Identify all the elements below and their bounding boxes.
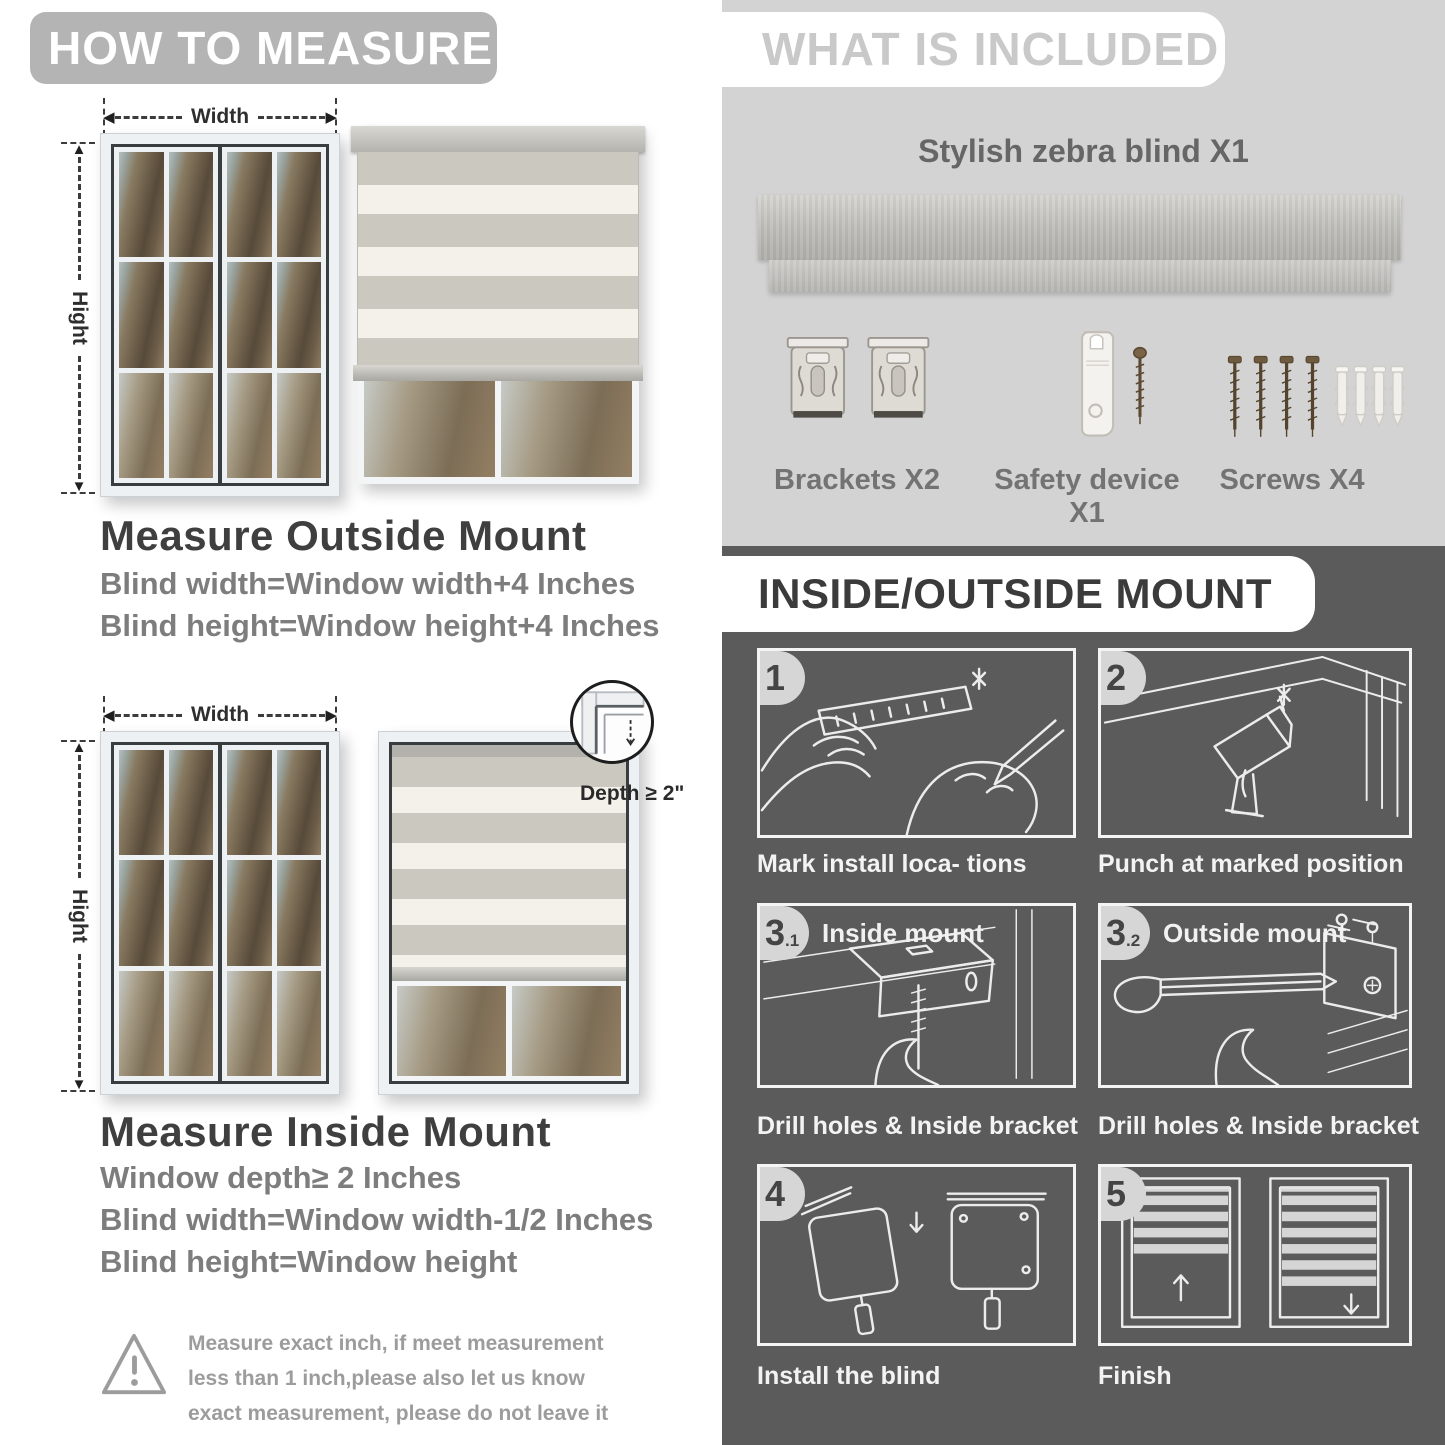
step-panel-mark-locations: [757, 648, 1076, 838]
arrow-down-icon: ▼: [71, 1076, 87, 1093]
window-pane: [277, 373, 322, 478]
zebra-blind-headrail-image: [758, 195, 1401, 260]
install-blind-illustration: [760, 1167, 1073, 1343]
dashed-line: [258, 714, 325, 717]
step-panel-outside-mount: [1098, 903, 1412, 1088]
dashed-line: [115, 116, 182, 119]
inside-width-formula: Blind width=Window width-1/2 Inches: [100, 1202, 654, 1237]
step-number-badge: 4: [760, 1167, 805, 1221]
height-label: Hight: [68, 291, 91, 345]
window-photo-inside-mount: [100, 731, 340, 1095]
inside-mount-heading: Measure Inside Mount: [100, 1108, 552, 1155]
window-pane: [397, 986, 506, 1076]
arrow-left-icon: ◀: [103, 108, 115, 126]
window-sash: [114, 745, 218, 1081]
window-pane: [277, 971, 322, 1076]
frame-corner-detail: [573, 683, 651, 761]
headrail-bottom-lip: [769, 260, 1391, 292]
step-panel-finish: [1098, 1164, 1412, 1346]
dashed-line: [115, 714, 182, 717]
window-sashes: [111, 742, 329, 1084]
outside-height-formula: Blind height=Window height+4 Inches: [100, 608, 660, 643]
window-sash: [114, 147, 218, 483]
blind-bottom-rail: [353, 365, 643, 381]
screws-label: Screws X4: [1219, 464, 1365, 496]
finish-illustration: [1101, 1167, 1409, 1343]
window-pane: [119, 373, 164, 478]
inside-depth-formula: Window depth≥ 2 Inches: [100, 1160, 462, 1195]
drill-illustration: [1101, 651, 1409, 835]
width-label: Width: [190, 105, 250, 128]
step-number-badge: 2: [1101, 651, 1146, 705]
step-panel-install-blind: [757, 1164, 1076, 1346]
height-dimension-arrow: [66, 142, 92, 494]
arrow-down-icon: ▼: [71, 478, 87, 495]
step-number-badge: 5: [1101, 1167, 1146, 1221]
window-pane: [227, 262, 272, 367]
window-pane: [277, 152, 322, 257]
screws-anchors-icon: [1220, 348, 1405, 448]
inside-outside-mount-section: [722, 546, 1445, 1445]
dashed-line: [78, 157, 81, 280]
step-label: Outside mount: [1163, 918, 1347, 948]
outside-width-formula: Blind width=Window width+4 Inches: [100, 566, 636, 601]
step-number-badge: 3 .2: [1101, 906, 1150, 960]
inside-height-formula: Blind height=Window height: [100, 1244, 518, 1279]
window-sash: [222, 147, 326, 483]
outside-mount-heading: Measure Outside Mount: [100, 512, 587, 559]
window-pane: [227, 750, 272, 855]
width-dimension-arrow: [103, 702, 337, 728]
window-below-blind: [357, 381, 639, 484]
step-caption: Drill holes & Inside bracket: [1098, 1112, 1419, 1140]
how-to-measure-banner: HOW TO MEASURE: [30, 12, 497, 84]
window-pane: [227, 860, 272, 965]
measure-mark-illustration: [760, 651, 1073, 835]
step-caption: Install the blind: [757, 1362, 941, 1390]
window-sash: [222, 745, 326, 1081]
window-pane: [169, 152, 214, 257]
window-pane: [512, 986, 621, 1076]
width-dimension-arrow: [103, 104, 337, 130]
arrow-right-icon: ▶: [325, 108, 337, 126]
window-below-blind: [392, 981, 626, 1081]
window-pane: [119, 152, 164, 257]
product-label: Stylish zebra blind X1: [918, 133, 1249, 169]
step-label: Inside mount: [822, 918, 984, 948]
brackets-icon: [784, 334, 934, 430]
safety-device-icon: [1052, 326, 1168, 450]
safety-device-label: Safety device X1: [994, 464, 1180, 529]
window-sashes: [111, 144, 329, 486]
step-caption: Punch at marked position: [1098, 850, 1404, 878]
window-pane: [119, 750, 164, 855]
arrow-up-icon: ▲: [71, 141, 87, 158]
dashed-line: [78, 755, 81, 878]
window-pane: [169, 262, 214, 367]
measurement-warning-text: Measure exact inch, if meet measurement less than 1 inch,please also let us know exact measurement, please do not leave it: [188, 1332, 609, 1425]
exclamation-triangle-icon: [100, 1330, 168, 1402]
dashed-line: [78, 356, 81, 479]
window-pane: [169, 860, 214, 965]
window-pane: [227, 152, 272, 257]
zebra-blind-photo-outside-mount: [357, 126, 639, 484]
step-caption: Mark install loca- tions: [757, 850, 1027, 878]
step-number-badge: 3 .1: [760, 906, 809, 960]
height-label: Hight: [68, 889, 91, 943]
window-pane: [119, 262, 164, 367]
step-panel-punch-position: [1098, 648, 1412, 838]
inside-outside-mount-banner: INSIDE/OUTSIDE MOUNT: [722, 556, 1315, 632]
window-pane: [169, 750, 214, 855]
dashed-line: [78, 954, 81, 1077]
window-photo-outside-mount: [100, 133, 340, 497]
depth-requirement-label: Depth ≥ 2": [580, 782, 685, 805]
what-is-included-banner: WHAT IS INCLUDED: [722, 12, 1225, 87]
window-pane: [277, 262, 322, 367]
window-pane: [169, 373, 214, 478]
window-pane: [119, 971, 164, 1076]
window-pane: [227, 373, 272, 478]
blind-stripes: [357, 152, 639, 365]
blind-bottom-rail: [392, 967, 626, 981]
step-panel-inside-mount: [757, 903, 1076, 1088]
width-label: Width: [190, 703, 250, 726]
step-caption: Finish: [1098, 1362, 1172, 1390]
brackets-label: Brackets X2: [773, 464, 941, 496]
window-pane: [227, 971, 272, 1076]
height-dimension-arrow: [66, 740, 92, 1092]
window-pane: [501, 381, 632, 477]
window-pane: [119, 860, 164, 965]
blind-headrail: [351, 126, 645, 152]
depth-detail-magnifier-icon: [570, 680, 654, 764]
step-number-badge: 1: [760, 651, 805, 705]
window-pane: [169, 971, 214, 1076]
arrow-right-icon: ▶: [325, 706, 337, 724]
window-pane: [364, 381, 495, 477]
arrow-up-icon: ▲: [71, 739, 87, 756]
step-caption: Drill holes & Inside bracket: [757, 1112, 1078, 1140]
window-pane: [277, 750, 322, 855]
window-pane: [277, 860, 322, 965]
arrow-left-icon: ◀: [103, 706, 115, 724]
dashed-line: [258, 116, 325, 119]
what-is-included-section: [722, 0, 1445, 546]
